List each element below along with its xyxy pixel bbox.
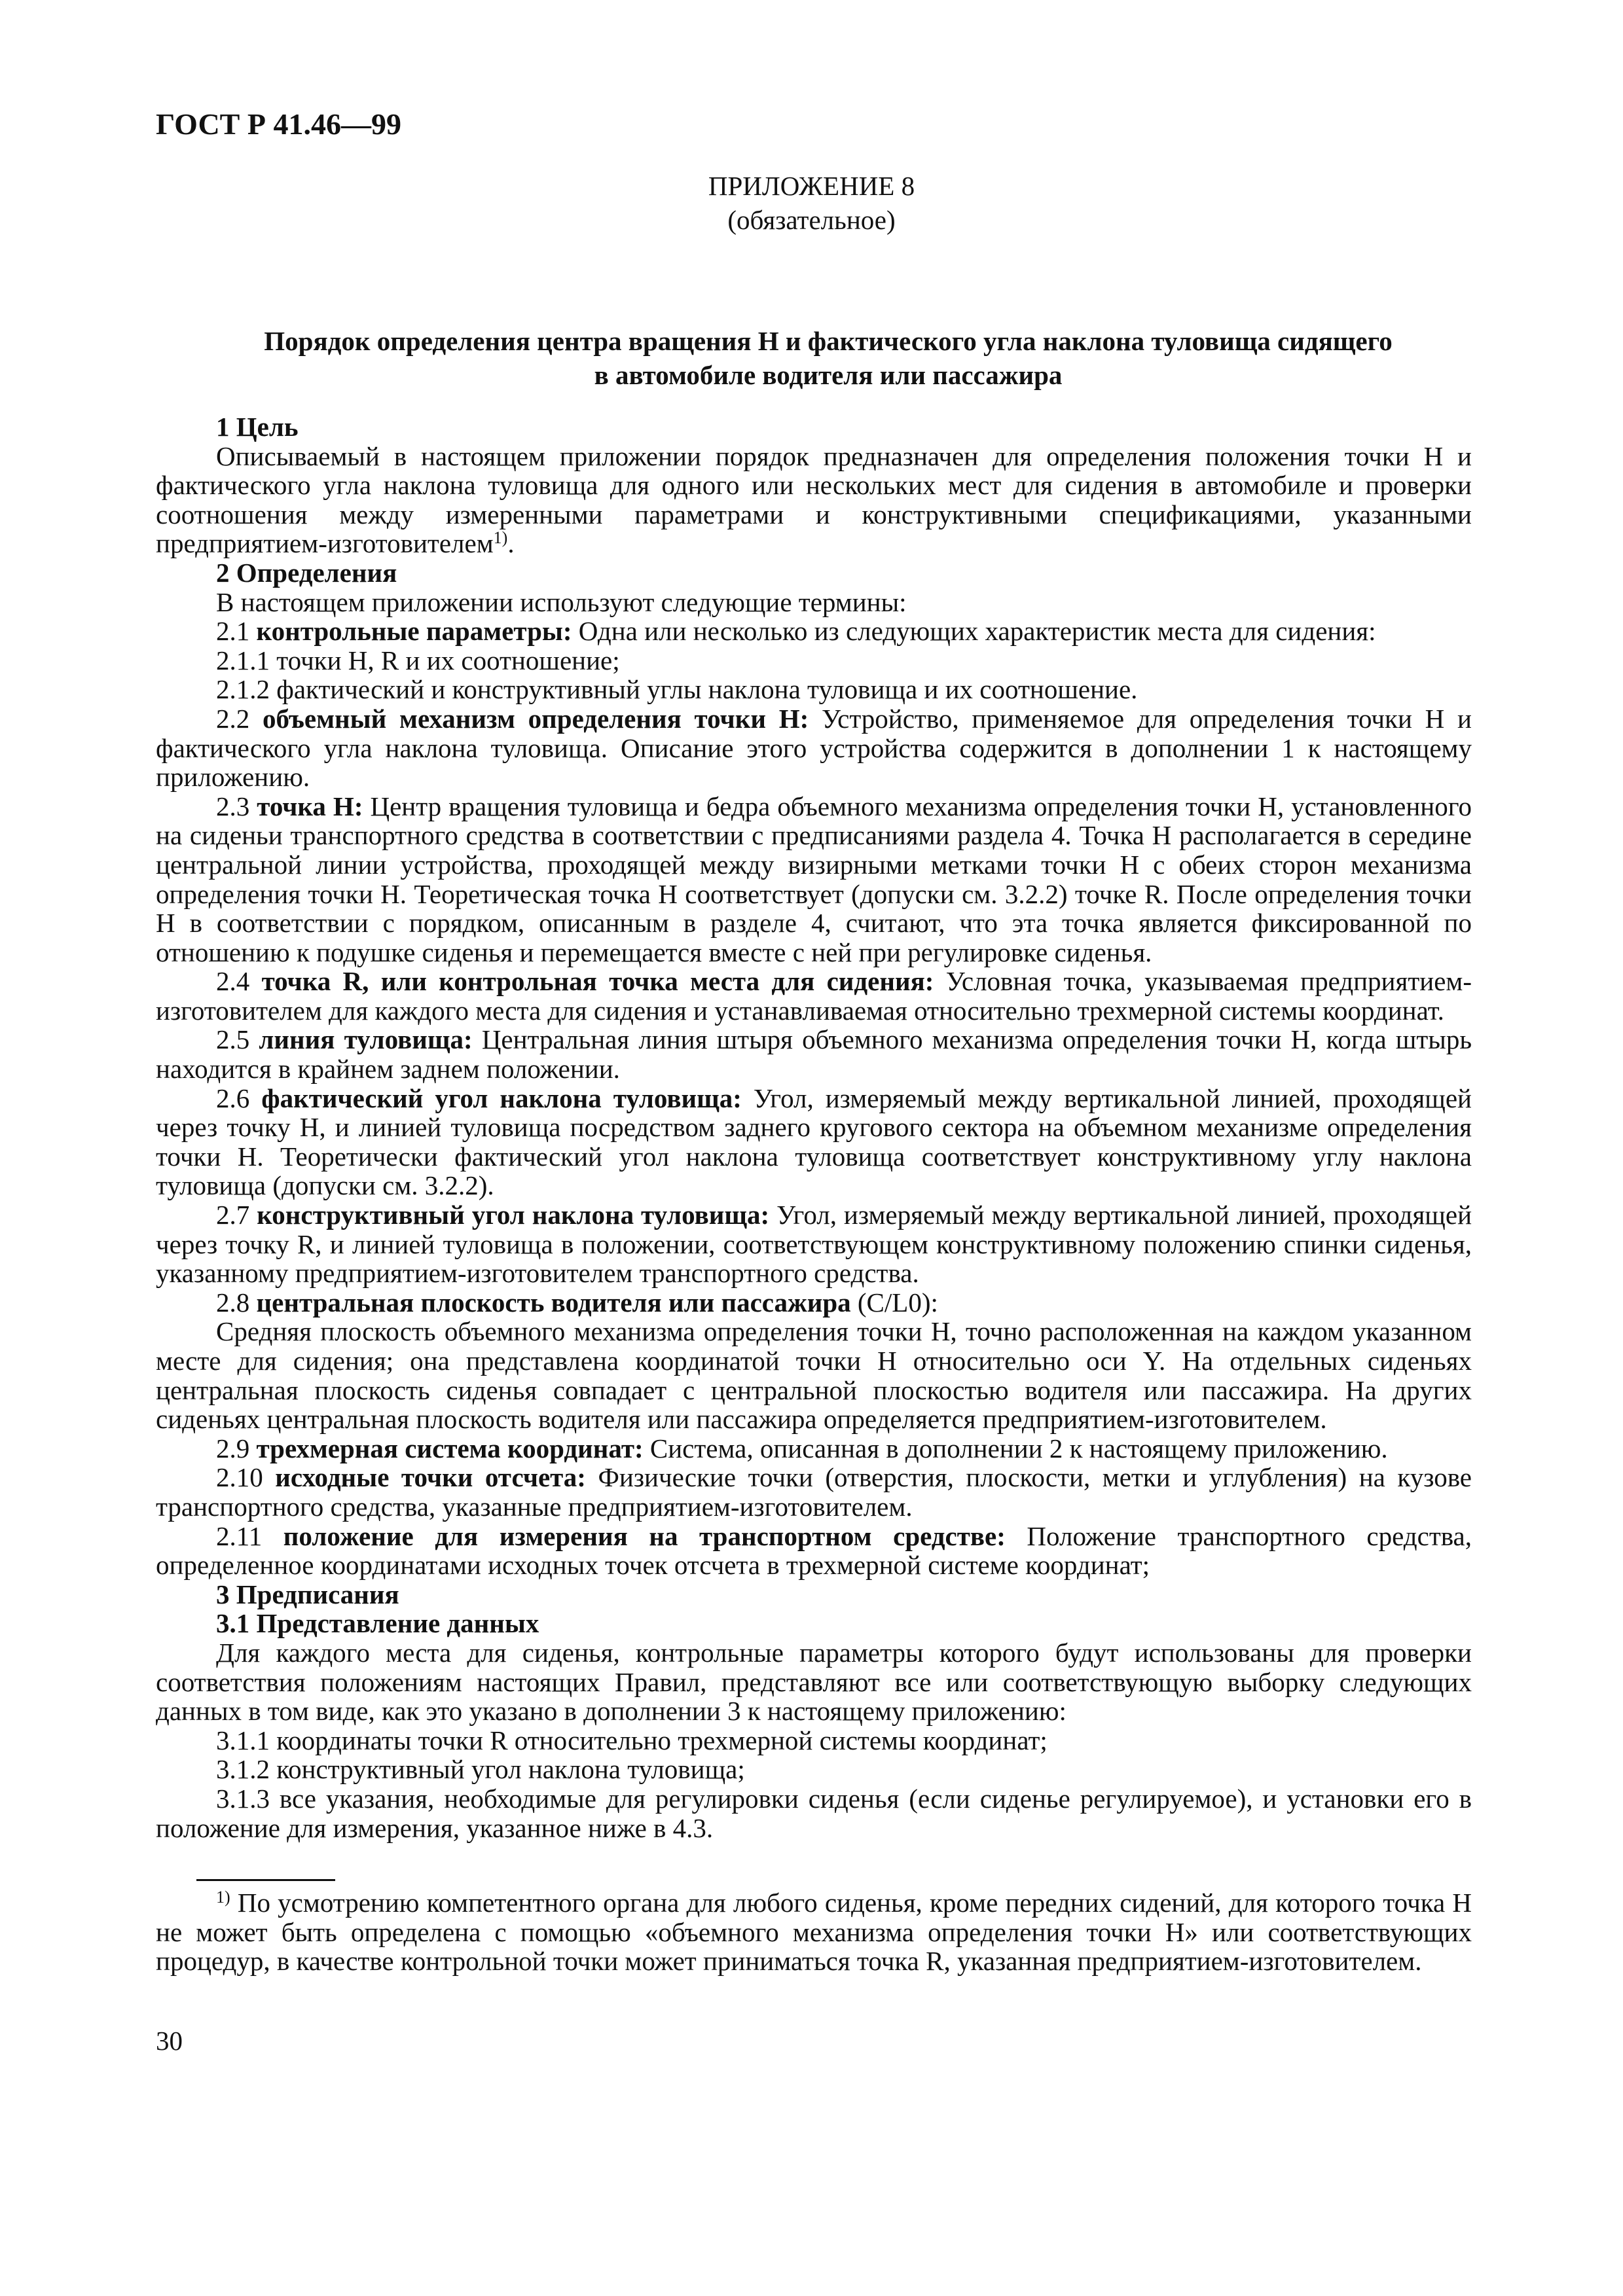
definition-2-5: 2.5 линия туловища: Центральная линия штыря объемного механизма определения точки H, когда штырь находится в крайнем заднем положении. [156, 1024, 1472, 1085]
definition-2-6: 2.6 фактический угол наклона туловища: Угол, измеряемый между вертикальной линией, проходящей через точку H, и линией туловища посредством заднего кругового сектора на объемном механизме определения точки H. Теоретически фактический угол наклона туловища соответствует конструктивному углу наклона туловища (допуски см. 3.2.2). [156, 1083, 1472, 1201]
appendix-heading [0, 169, 1623, 237]
definition-2-4: 2.4 точка R, или контрольная точка места для сидения: Условная точка, указываемая предприятием-изготовителем для каждого места для сидения и устанавливаемая относительно трехмерной системы координат. [156, 966, 1472, 1026]
document-body [156, 412, 1472, 1842]
definition-2-9: 2.9 трехмерная система координат: Система, описанная в дополнении 2 к настоящему приложению. [216, 1433, 1388, 1463]
footnote [156, 1888, 1472, 1976]
definition-2-1-2: 2.1.2 фактический и конструктивный углы наклона туловища и их соотношение. [216, 674, 1138, 705]
section-3-1-paragraph: Для каждого места для сиденья, контрольные параметры которого будут использованы для проверки соответствия положениям настоящих Правил, представляют все или соответствующую выборку следующих данных в том виде, как это указано в дополнении 3 к настоящему приложению: [156, 1637, 1472, 1727]
definition-2-11: 2.11 положение для измерения на транспортном средстве: Положение транспортного средства, определенное координатами исходных точек отсчета в трехмерной системе координат; [156, 1520, 1472, 1581]
section-3-1-heading: 3.1 Представление данных [216, 1608, 539, 1639]
footnote-mark: 1) [216, 1888, 230, 1907]
footnote-text: По усмотрению компетентного органа для любого сиденья, кроме передних сидений, для которого точка H не может быть определена с помощью «объемного механизма определения точки H» или соответствующих процедур, в качестве контрольной точки может приниматься точка R, указанная предприятием-изготовителем. [156, 1888, 1472, 1977]
item-3-1-1: 3.1.1 координаты точки R относительно трехмерной системы координат; [216, 1725, 1048, 1755]
definition-2-8: 2.8 центральная плоскость водителя или пассажира (C/L0): [216, 1287, 938, 1318]
standard-designation: ГОСТ Р 41.46—99 [156, 107, 401, 141]
definition-2-7: 2.7 конструктивный угол наклона туловища: Угол, измеряемый между вертикальной линией, проходящей через точку R, и линией туловища в положении, соответствующем конструктивному положению спинки сиденья, указанному предприятием-изготовителем транспортного средства. [156, 1200, 1472, 1289]
definition-2-3: 2.3 точка H: Центр вращения туловища и бедра объемного механизма определения точки H, установленного на сиденьи транспортного средства в соответствии с предписаниями раздела 4. Точка H располагается в середине центральной линии устройства, проходящей между визирными метками точки H с обеих сторон механизма определения точки H. Теоретическая точка H соответствует (допуски см. 3.2.2) точке R. После определения точки H в соответствии с порядком, описанным в разделе 4, считают, что эта точка является фиксированной по отношению к подушке сиденья и перемещается вместе с ней при регулировке сиденья. [156, 791, 1472, 967]
definition-2-1-1: 2.1.1 точки H, R и их соотношение; [216, 645, 620, 675]
definition-2-10: 2.10 исходные точки отсчета: Физические точки (отверстия, плоскости, метки и углубления) на кузове транспортного средства, указанные предприятием-изготовителем. [156, 1462, 1472, 1522]
section-3-heading: 3 Предписания [216, 1579, 399, 1609]
section-1-heading: 1 Цель [216, 412, 299, 442]
section-1-paragraph: Описываемый в настоящем приложении порядок предназначен для определения положения точки H и фактического угла наклона туловища для одного или нескольких мест для сидения в автомобиле и проверки соотношения между измеренными параметрами и конструктивными спецификациями, указанными предприятием-изготовителем$^{1)}$. [156, 440, 1472, 559]
section-2-heading: 2 Определения [216, 557, 397, 588]
page-number: 30 [156, 2026, 183, 2056]
appendix-title: ПРИЛОЖЕНИЕ 8 [708, 171, 915, 201]
item-3-1-3: 3.1.3 все указания, необходимые для регулировки сиденья (если сиденье регулируемое), и установки его в положение для измерения, указанное ниже в 4.3. [156, 1783, 1472, 1843]
footnote-reference: 1) [493, 528, 508, 548]
definition-2-1: 2.1 контрольные параметры: Одна или несколько из следующих характеристик места для сидения: [216, 616, 1376, 647]
definition-2-8-paragraph: Средняя плоскость объемного механизма определения точки H, точно расположенная на каждом указанном месте для сидения; она представлена координатой точки H относительно оси Y. На отдельных сиденьях центральная плоскость сиденья совпадает с центральной плоскостью водителя или пассажира. На других сиденьях центральная плоскость водителя или пассажира определяется предприятием-изготовителем. [156, 1316, 1472, 1435]
section-2-intro: В настоящем приложении используют следующие термины: [216, 586, 907, 617]
appendix-status: (обязательное) [727, 205, 896, 235]
document-title-line-1: Порядок определения центра вращения H и фактического угла наклона туловища сидящего [264, 326, 1393, 356]
footnote-divider [196, 1879, 335, 1881]
document-title-line-2: в автомобиле водителя или пассажира [594, 360, 1063, 390]
definition-2-2: 2.2 объемный механизм определения точки H: Устройство, применяемое для определения точки H и фактического угла наклона туловища. Описание этого устройства содержится в дополнении 1 к настоящему приложению. [156, 703, 1472, 793]
document-title [196, 324, 1460, 392]
item-3-1-2: 3.1.2 конструктивный угол наклона туловища; [216, 1754, 745, 1785]
